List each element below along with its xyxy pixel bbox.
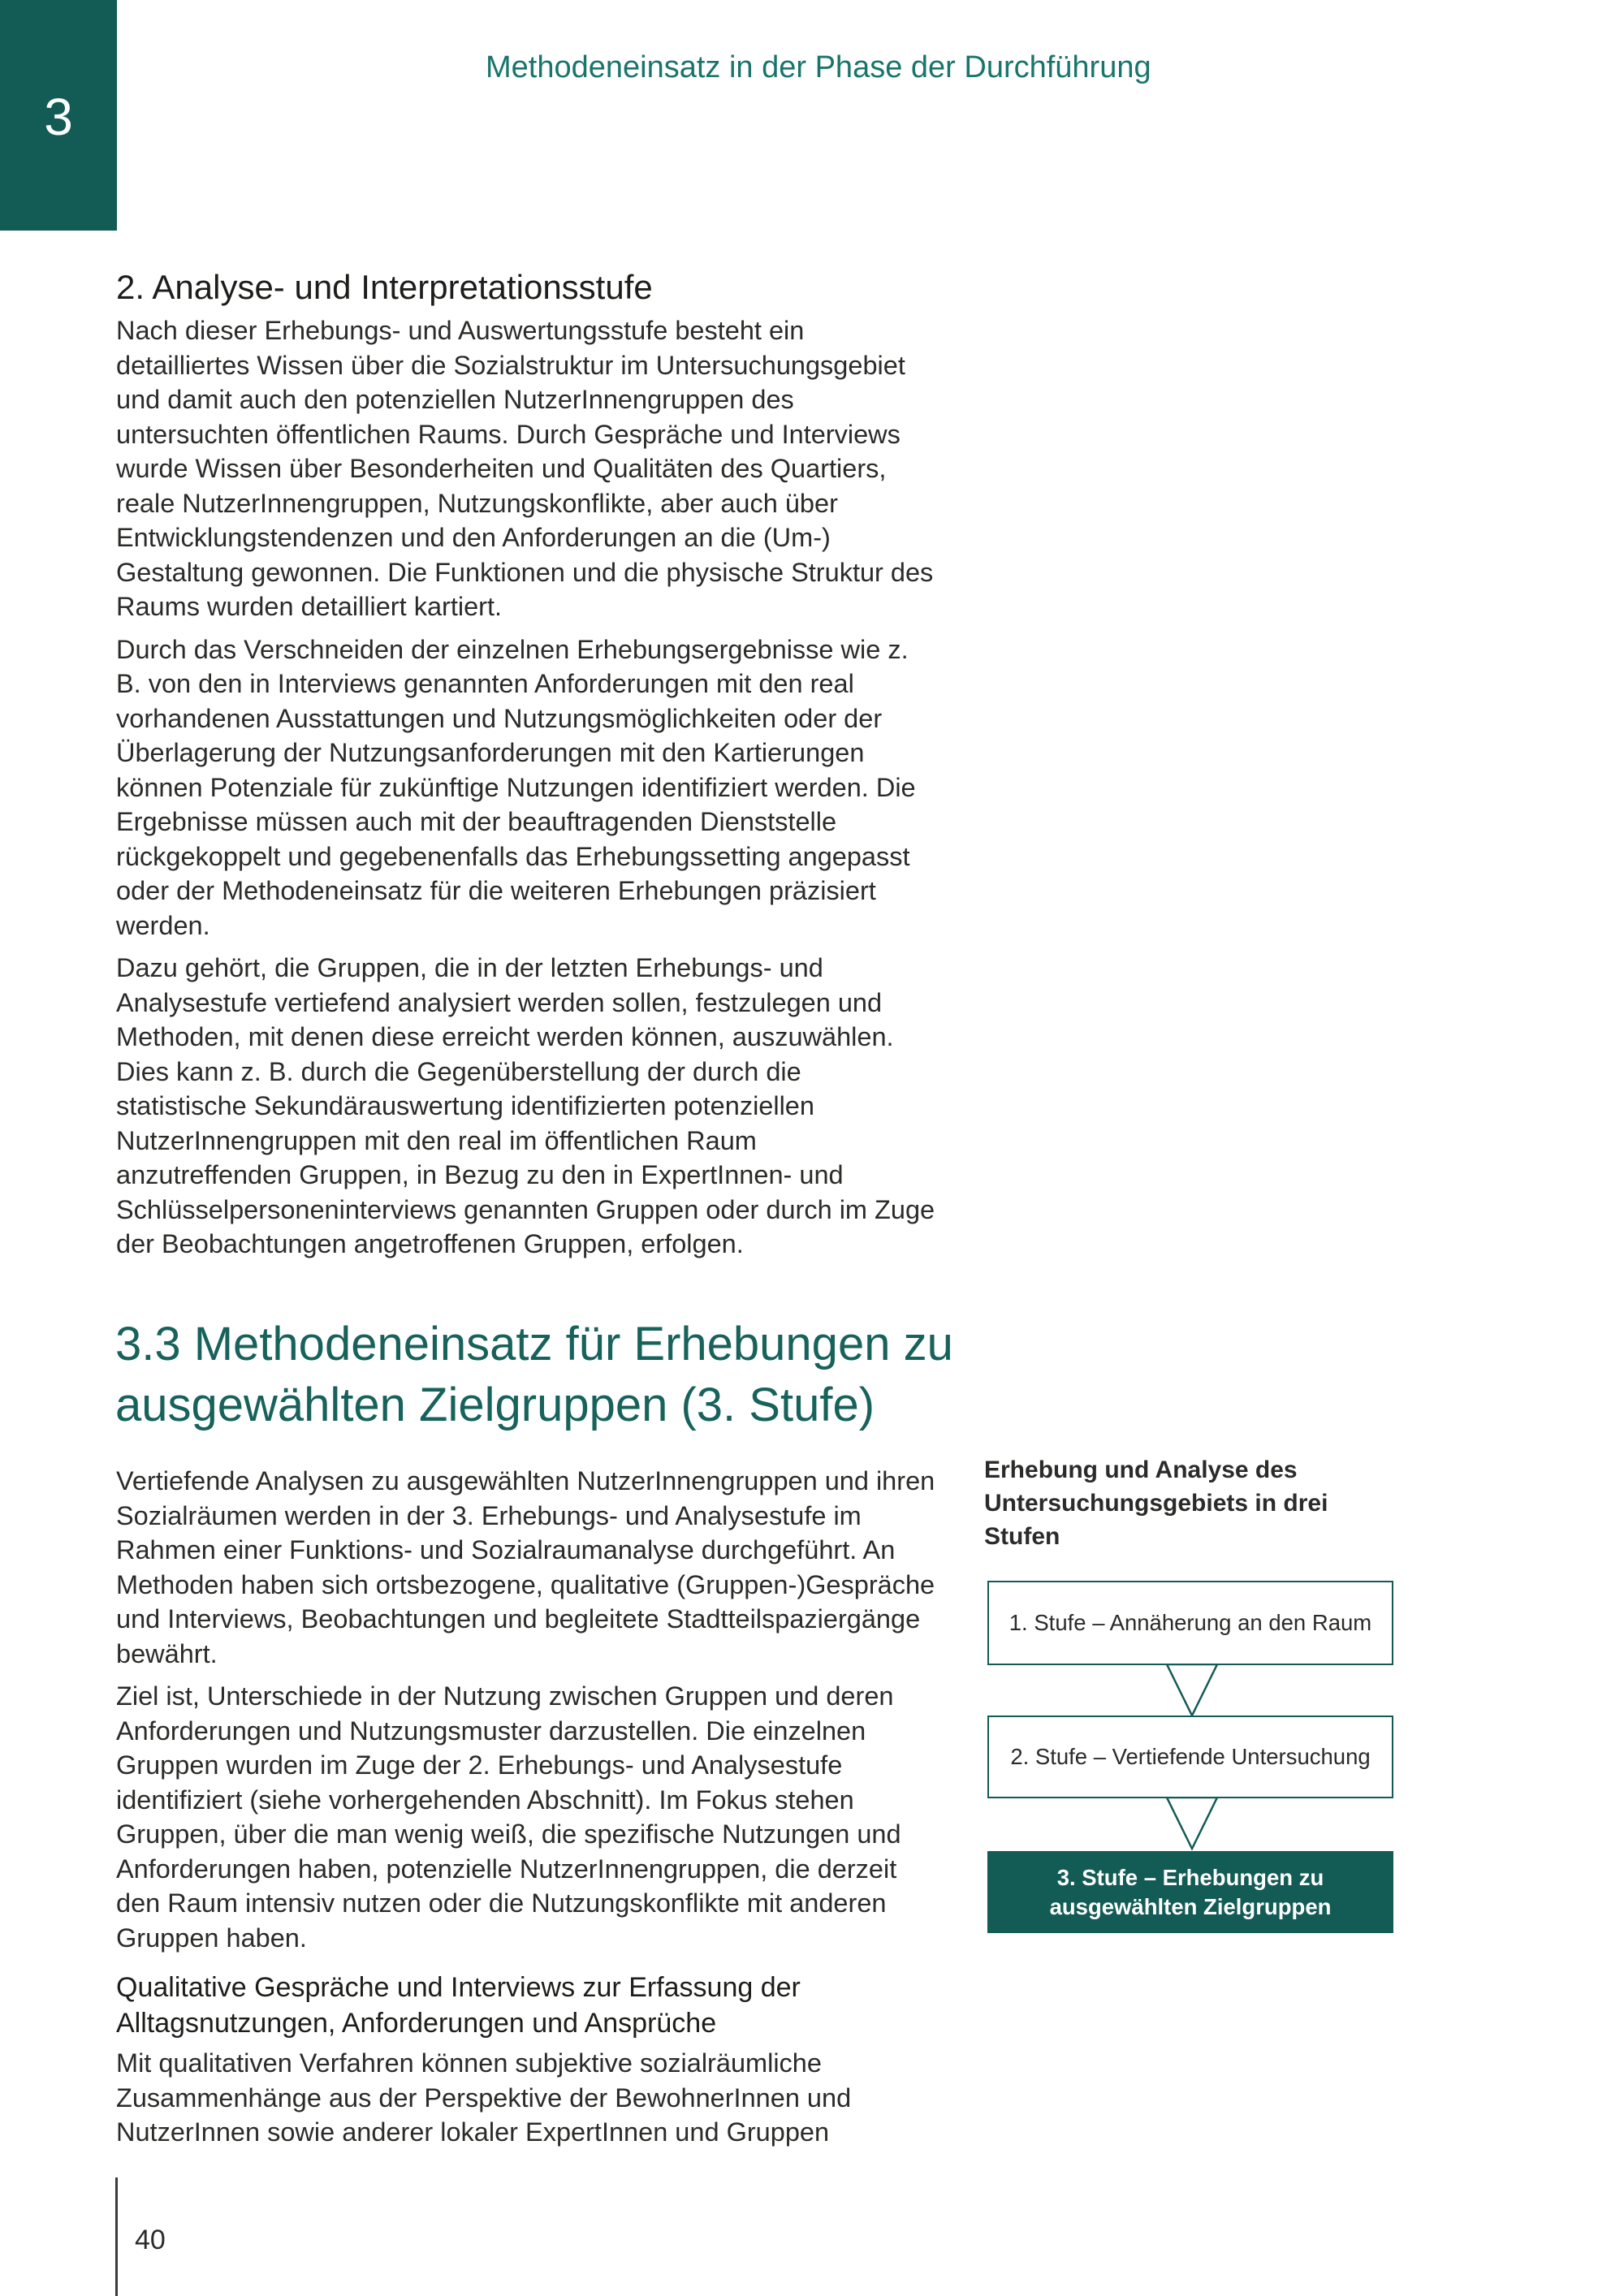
step-3-box	[987, 1851, 1393, 1933]
subsection-paragraph: Mit qualitativen Verfahren können subjektive sozialräumliche Zusammenhänge aus der Perspektive der BewohnerInnen und NutzerInnen sowie anderer lokaler ExpertInnen und Gruppen	[116, 2048, 852, 2147]
target-groups-body	[116, 1464, 936, 1955]
subsection-title: Qualitative Gespräche und Interviews zur Erfassung der Alltagsnutzungen, Anforderungen und Ansprüche	[116, 1972, 801, 2039]
page-number-rule	[115, 2177, 118, 2296]
running-header: Methodeneinsatz in der Phase der Durchführung	[486, 50, 1151, 84]
page-number: 40	[135, 2225, 166, 2255]
arrow-down-icon	[1165, 1797, 1219, 1850]
analysis-paragraph-1: Nach dieser Erhebungs- und Auswertungsstufe besteht ein detailliertes Wissen über die Sozialstruktur im Untersuchungsgebiet und damit auch den potenziellen NutzerInnengruppen des untersuchten öffentlichen Raums. Durch Gespräche und Interviews wurde Wissen über Besonderheiten und Qualitäten des Quartiers, reale NutzerInnengruppen, Nutzungskonflikte, aber auch über Entwicklungstendenzen und den Anforderungen an die (Um-) Gestaltung gewonnen. Die Funktionen und die physische Struktur des Raums wurden detailliert kartiert.	[116, 316, 934, 621]
target-groups-paragraph-1: Vertiefende Analysen zu ausgewählten NutzerInnengruppen und ihren Sozialräumen werden in der 3. Erhebungs- und Analysestufe im Rahmen einer Funktions- und Sozialraumanalyse durchgeführt. An Methoden haben sich ortsbezogene, qualitative (Gruppen-)Gespräche und Interviews, Beobachtungen und begleitete Stadtteilspaziergänge bewährt.	[116, 1466, 935, 1668]
analysis-paragraph-3: Dazu gehört, die Gruppen, die in der letzten Erhebungs- und Analysestufe vertiefend analysiert werden sollen, festzulegen und Methoden, mit denen diese erreicht werden können, auszuwählen. Dies kann z. B. durch die Gegenüberstellung der durch die statistische Sekundärauswertung identifizierten potenziellen NutzerInnengruppen mit den real im öffentlichen Raum anzutreffenden Gruppen, in Bezug zu den in ExpertInnen- und Schlüsselpersoneninterviews genannten Gruppen oder durch im Zuge der Beobachtungen angetroffenen Gruppen, erfolgen.	[116, 953, 935, 1258]
step-2-box	[987, 1716, 1393, 1798]
analysis-heading: 2. Analyse- und Interpretationsstufe	[116, 268, 653, 306]
step-2-label: 2. Stufe – Vertiefende Untersuchung	[1010, 1744, 1371, 1769]
step-3-label: 3. Stufe – Erhebungen zu ausgewählten Zielgruppen	[1049, 1864, 1332, 1919]
subsection-body	[116, 2046, 936, 2150]
step-1-label: 1. Stufe – Annäherung an den Raum	[1009, 1610, 1372, 1635]
chapter-tab: 3	[0, 0, 117, 231]
sidebar-title: Erhebung und Analyse des Untersuchungsgebiets in drei Stufen	[984, 1457, 1328, 1550]
analysis-paragraph-2: Durch das Verschneiden der einzelnen Erhebungsergebnisse wie z. B. von den in Interviews genannten Anforderungen mit den real vorhandenen Ausstattungen und Nutzungsmöglichkeiten oder der Überlagerung der Nutzungsanforderungen mit den Kartierungen können Potenziale für zukünftige Nutzungen identifiziert werden. Die Ergebnisse müssen auch mit der beauftragenden Dienststelle rückgekoppelt und gegebenenfalls das Erhebungssetting angepasst oder der Methodeneinsatz für die weiteren Erhebungen präzisiert werden.	[116, 634, 916, 940]
analysis-body	[116, 313, 936, 1262]
step-1-box	[987, 1581, 1393, 1665]
arrow-down-icon	[1165, 1664, 1219, 1717]
section-analysis	[116, 266, 936, 1270]
section-title: 3.3 Methodeneinsatz für Erhebungen zu ausgewählten Zielgruppen (3. Stufe)	[115, 1318, 953, 1431]
target-groups-paragraph-2: Ziel ist, Unterschiede in der Nutzung zwischen Gruppen und deren Anforderungen und Nutzungsmuster darzustellen. Die einzelnen Gruppen wurden im Zuge der 2. Erhebungs- und Analysestufe identifiziert (siehe vorhergehenden Abschnitt). Im Fokus stehen Gruppen, über die man wenig weiß, die spezifische Nutzungen und Anforderungen haben, potenzielle NutzerInnengruppen, die derzeit den Raum intensiv nutzen oder die Nutzungskonflikte mit anderen Gruppen haben.	[116, 1681, 901, 1953]
section-target-groups	[116, 1464, 936, 2158]
